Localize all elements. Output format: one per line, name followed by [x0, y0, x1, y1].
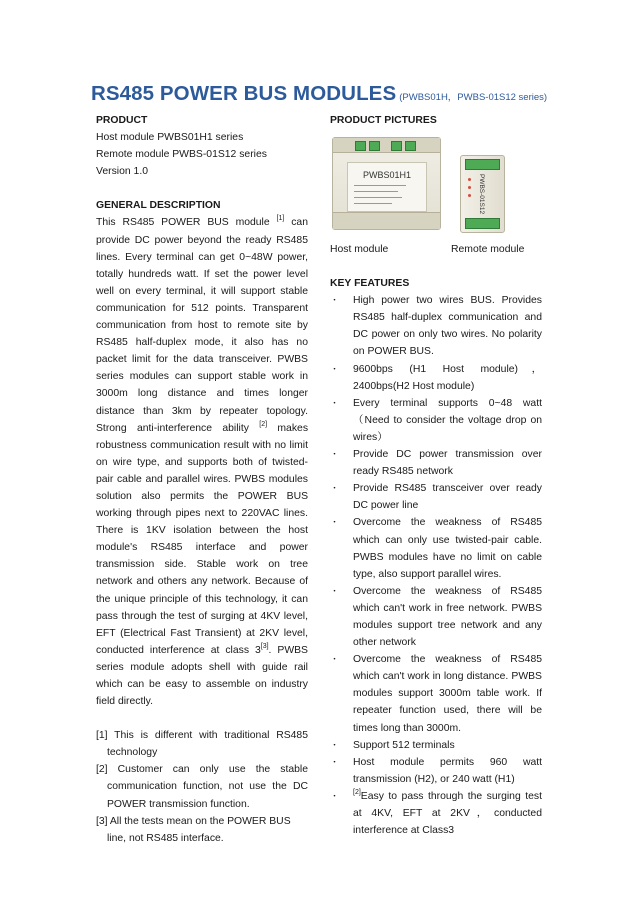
feature-item: ・ Provide RS485 transceiver over ready DC power line [330, 480, 542, 514]
product-heading: PRODUCT [96, 115, 148, 126]
host-module-caption: Host module [330, 244, 389, 256]
feature-item: ・ Provide DC power transmission over ready RS485 network [330, 446, 542, 480]
key-features-heading: KEY FEATURES [330, 278, 410, 290]
footnotes [96, 727, 308, 847]
bullet: ・ [330, 654, 340, 665]
bullet: ・ [330, 739, 340, 750]
host-module-image [332, 137, 441, 230]
feature-item: ・ High power two wires BUS. Provides RS485 half-duplex communication and DC power on only two wires. No polarity on POWER BUS. [330, 292, 542, 360]
bullet: ・ [330, 790, 340, 801]
bullet: ・ [330, 483, 340, 494]
feature-item: ・ Host module permits 960 watt transmission (H2), or 240 watt (H1) [330, 754, 542, 788]
bullet: ・ [330, 397, 340, 408]
ref-2: [2] [259, 420, 268, 428]
gd-part-1: This RS485 POWER BUS module [96, 217, 270, 229]
feature-item: ・ [2]Easy to pass through the surging test at 4KV, EFT at 2KV，conducted interference at Class3 [330, 788, 542, 839]
footnote-2: [2] Customer can only use the stable communication function, not use the DC POWER transmission function. [96, 764, 308, 810]
title-main: RS485 POWER BUS MODULES [90, 82, 397, 105]
right-column [330, 112, 542, 839]
host-model-label: PWBS01H1 [362, 170, 412, 181]
product-pictures-heading: PRODUCT PICTURES [330, 115, 437, 126]
bullet: ・ [330, 517, 340, 528]
feature-item: ・ 9600bps (H1 Host module)，2400bps(H2 Host module) [330, 361, 542, 395]
feature-item: ・ Overcome the weakness of RS485 which can only use twisted-pair cable. PWBS modules have no limit on cable type, also support parallel wires. [330, 514, 542, 582]
footnote-1: [1] This is different with traditional RS485 technology [96, 730, 308, 759]
bullet: ・ [330, 449, 340, 460]
picture-captions [330, 241, 542, 258]
remote-module-caption: Remote module [451, 244, 525, 256]
bullet: ・ [330, 295, 340, 306]
product-line-3: Version 1.0 [96, 166, 148, 178]
remote-model-label: PWBS-01S12 [478, 174, 485, 215]
feature-item: ・ Support 512 terminals [330, 737, 542, 754]
feature-item: ・ Every terminal supports 0~48 watt（Need to consider the voltage drop on wires） [330, 395, 542, 446]
bullet: ・ [330, 585, 340, 596]
feature-ref: [2] [353, 788, 361, 796]
document-title [0, 82, 638, 106]
remote-module-image [460, 155, 505, 233]
ref-3: [3] [260, 642, 269, 650]
host-module-plate [347, 162, 427, 212]
gd-part-2: can provide DC power beyond the ready RS485 lines. Every terminal can get 0~48W power, totally hundreds watt. If set the power level well on every terminal, it will support stable communication for 512 points. Transparent communication from host to remote site by RS485 half-duplex mode, it also has no packet limit for the data transceiver. PWBS series modules can support stable work in 3000m long distance and times longer distance than 3km by repeater topology. Strong anti-interference ability [96, 217, 308, 434]
bullet: ・ [330, 363, 340, 374]
feature-item: ・ Overcome the weakness of RS485 which can't work in free network. PWBS modules support tree network and any other network [330, 583, 542, 651]
footnote-3: [3] All the tests mean on the POWER BUS line, not RS485 interface. [96, 815, 291, 844]
feature-item: ・ Overcome the weakness of RS485 which can't work in long distance. PWBS modules support 3000m table work. If repeater function used, there will be times long than 3000m. [330, 651, 542, 736]
title-sub: (PWBS01H，PWBS-01S12 series) [399, 92, 548, 103]
general-description-heading: GENERAL DESCRIPTION [96, 200, 221, 212]
bullet: ・ [330, 756, 340, 767]
general-description-text [96, 214, 308, 710]
product-pictures [330, 135, 542, 240]
gd-part-3: makes robustness communication result with no limit on wire type, and supports both of twisted-pair cable and parallel wires. PWBS modules solution also permits the POWER BUS working through pipes next to 220VAC lines. There is 1KV isolation between the host module's RS485 interface and power transmission side. Stable work on tree network and others any network. Because of the unique principle of this technology, it can pass through the test of surging at 4KV level, EFT (Electrical Fast Transient) at 2KV level, conducted interference at class 3 [96, 422, 309, 656]
product-line-1: Host module PWBS01H1 series [96, 132, 244, 144]
gd-part-4: . PWBS series module adopts shell with guide rail which can be easy to assemble on industry field directly. [96, 644, 308, 708]
product-line-2: Remote module PWBS-01S12 series [96, 149, 267, 161]
left-column [96, 112, 308, 847]
ref-1: [1] [276, 215, 285, 223]
